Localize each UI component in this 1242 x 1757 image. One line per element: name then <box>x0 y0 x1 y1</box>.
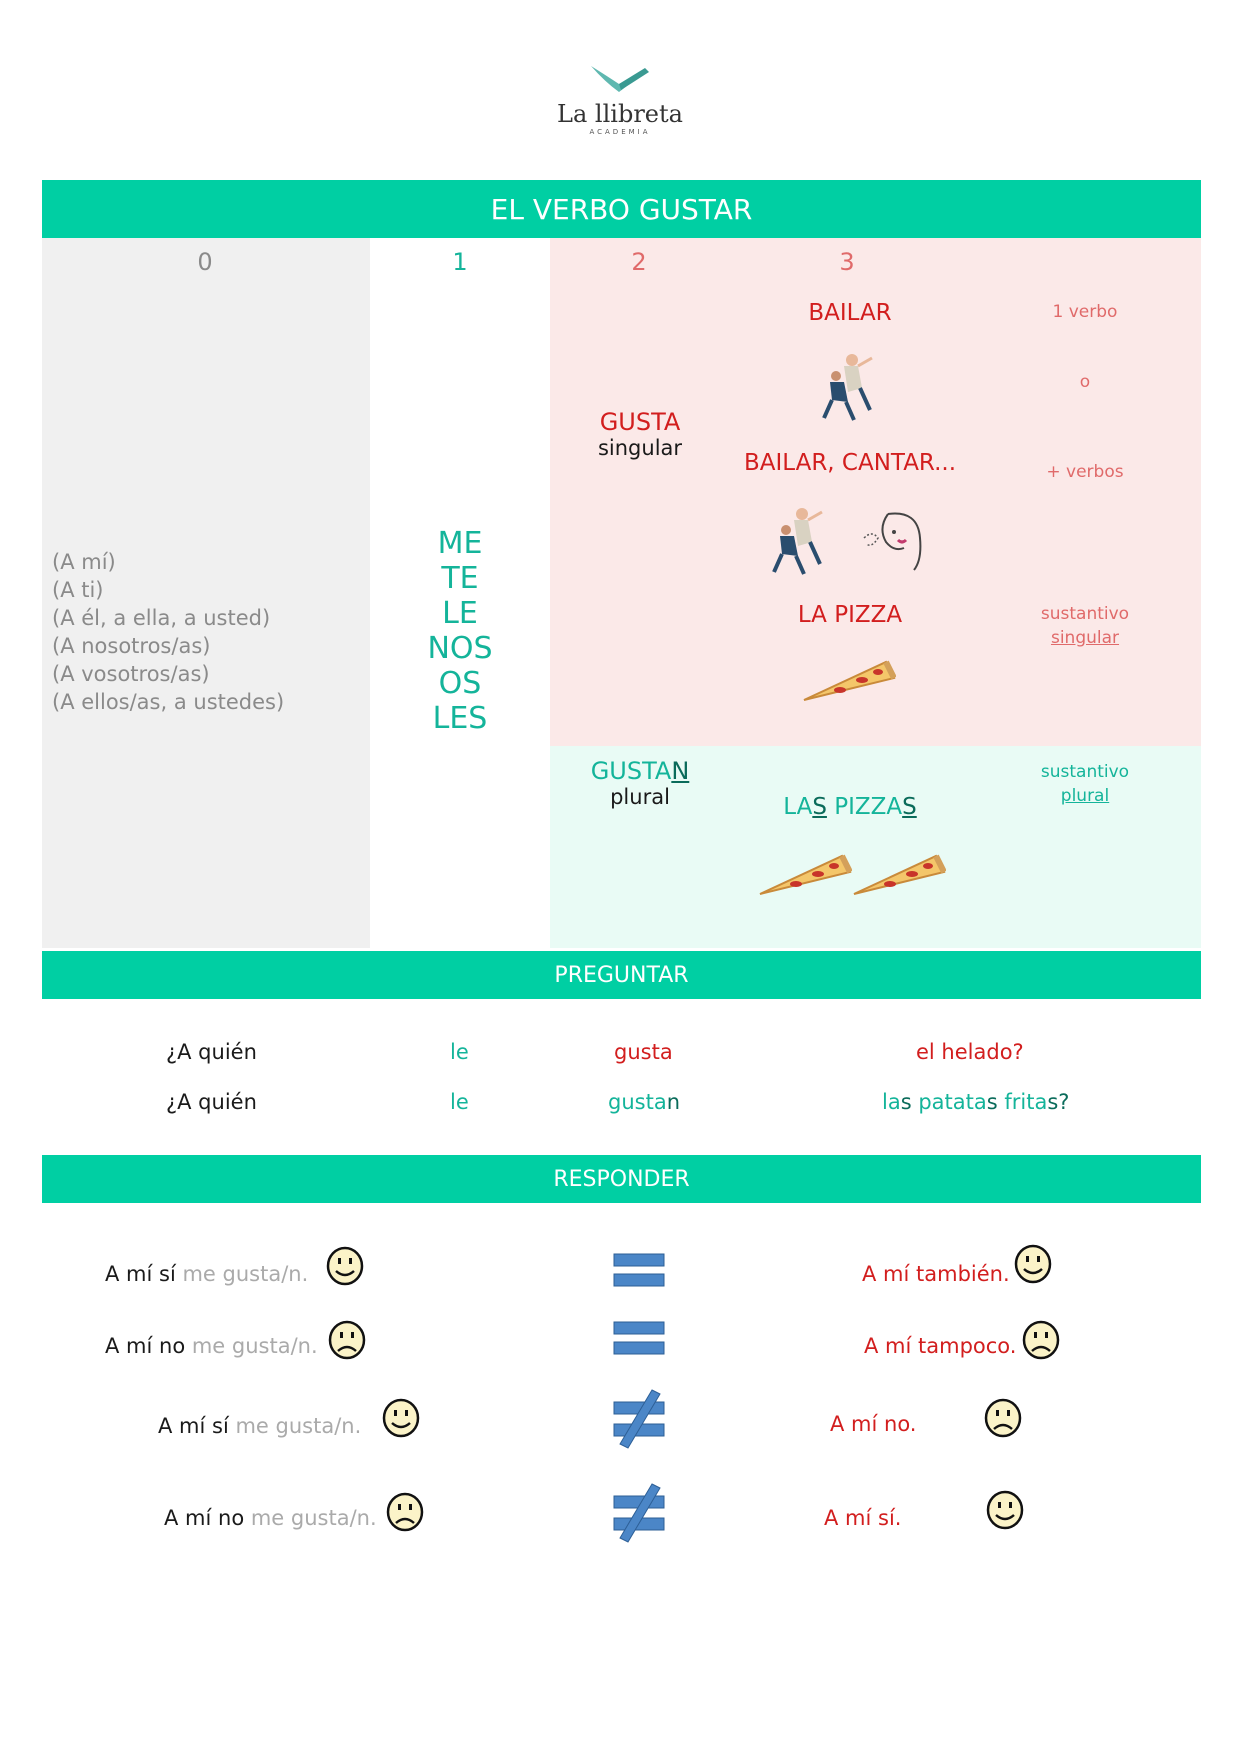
question-row <box>0 1090 1242 1124</box>
not-equal-icon <box>612 1388 668 1454</box>
answer-start: A mí sí <box>158 1414 229 1438</box>
answer-rest: me gusta/n. <box>244 1506 377 1530</box>
object-pronoun: NOS <box>427 631 493 666</box>
logo-sub: ACADEMIA <box>589 128 651 136</box>
object-pronoun-list <box>400 526 520 736</box>
note-one-verb: 1 verbo <box>1052 302 1118 322</box>
item-las-pizzas <box>740 794 960 820</box>
answer-reply: A mí también. <box>862 1262 1010 1286</box>
book-icon <box>585 62 655 98</box>
answer-statement <box>158 1414 361 1438</box>
pronoun-item: (A nosotros/as) <box>52 634 211 658</box>
answer-reply: A mí sí. <box>824 1506 902 1530</box>
answer-reply: A mí tampoco. <box>864 1334 1017 1358</box>
question-object <box>882 1090 1069 1114</box>
logo-name: La llibreta <box>557 100 683 128</box>
responder-title: RESPONDER <box>553 1166 690 1192</box>
dancers-image <box>818 352 874 426</box>
equals-icon <box>612 1318 666 1362</box>
pronoun-item: (A mí) <box>52 550 116 574</box>
note-sust-singular <box>1010 602 1160 650</box>
item-bailar: BAILAR <box>808 300 892 326</box>
question-who: ¿A quién <box>166 1040 257 1064</box>
question-pronoun: le <box>450 1090 469 1114</box>
gustan-ending: N <box>671 757 690 785</box>
answer-statement <box>105 1334 318 1358</box>
note-sust-singular-1: sustantivo <box>1040 604 1130 624</box>
answer-start: A mí sí <box>105 1262 176 1286</box>
obj-part: s <box>986 1090 998 1114</box>
happy-face-icon <box>382 1398 420 1438</box>
answer-rest: me gusta/n. <box>175 1262 309 1286</box>
singer-image <box>858 508 928 578</box>
question-verb <box>608 1090 680 1114</box>
question-pronoun: le <box>450 1040 469 1064</box>
note-more-verbs: + verbos <box>1046 462 1124 482</box>
answer-rest: me gusta/n. <box>185 1334 318 1358</box>
happy-face-icon <box>986 1490 1024 1530</box>
gustan-block <box>570 757 710 809</box>
title-band <box>42 180 1201 238</box>
preguntar-title: PREGUNTAR <box>554 962 689 988</box>
equals-icon <box>612 1250 666 1294</box>
pizza-slice-icon <box>850 850 946 904</box>
pronoun-item: (A ti) <box>52 578 104 602</box>
dancers-image-2 <box>768 506 824 580</box>
sad-face-icon <box>1022 1320 1060 1360</box>
gusta-block <box>570 408 710 460</box>
logo <box>540 62 700 142</box>
col-header-0: 0 <box>197 248 213 276</box>
question-who: ¿A quién <box>166 1090 257 1114</box>
note-o: o <box>1079 372 1091 392</box>
object-pronoun: LES <box>432 701 488 736</box>
page-title: EL VERBO GUSTAR <box>490 192 753 226</box>
answer-rest: me gusta/n. <box>228 1414 362 1438</box>
pronoun-item: (A ellos/as, a ustedes) <box>52 690 285 714</box>
sad-face-icon <box>984 1398 1022 1438</box>
col-header-2: 2 <box>631 248 647 276</box>
las-pizzas-p4: S <box>902 794 917 820</box>
answer-statement <box>164 1506 377 1530</box>
answer-statement <box>105 1262 308 1286</box>
happy-face-icon <box>1014 1244 1052 1284</box>
obj-part: frita <box>997 1090 1048 1114</box>
answer-start: A mí no <box>164 1506 245 1530</box>
gustan-verb <box>570 757 710 785</box>
object-pronoun: ME <box>437 526 483 561</box>
question-row <box>0 1040 1242 1074</box>
gusta-label: singular <box>597 436 683 460</box>
pizza-slice-icon <box>800 656 896 710</box>
note-sust-plural <box>1010 760 1160 808</box>
note-sust-singular-2: singular <box>1050 628 1120 648</box>
las-pizzas-p1: LA <box>783 794 813 820</box>
not-equal-icon <box>612 1482 668 1548</box>
happy-face-icon <box>326 1246 364 1286</box>
col-header-1: 1 <box>452 248 468 276</box>
object-pronoun: LE <box>442 596 478 631</box>
question-verb: gusta <box>614 1040 673 1064</box>
pronoun-list <box>52 548 284 716</box>
object-pronoun: OS <box>438 666 482 701</box>
note-sust-plural-2: plural <box>1060 786 1110 806</box>
obj-part: la <box>882 1090 901 1114</box>
item-la-pizza: LA PIZZA <box>797 602 903 628</box>
pronoun-item: (A él, a ella, a usted) <box>52 606 271 630</box>
pizza-slice-icon <box>756 850 852 904</box>
sad-face-icon <box>386 1492 424 1532</box>
gustan-base: GUSTA <box>590 757 672 785</box>
item-bailar-cantar: BAILAR, CANTAR... <box>743 450 957 476</box>
question-verb-ending: n <box>666 1090 680 1114</box>
sad-face-icon <box>328 1320 366 1360</box>
gustan-label: plural <box>610 785 670 809</box>
las-pizzas-p2: S <box>812 794 827 820</box>
gusta-verb: GUSTA <box>599 408 681 436</box>
obj-part: s? <box>1047 1090 1070 1114</box>
col-header-3: 3 <box>839 248 855 276</box>
answer-start: A mí no <box>105 1334 186 1358</box>
pronoun-item: (A vosotros/as) <box>52 662 210 686</box>
note-sust-plural-1: sustantivo <box>1040 762 1130 782</box>
responder-band <box>42 1155 1201 1203</box>
preguntar-band <box>42 951 1201 999</box>
object-pronoun: TE <box>441 561 479 596</box>
obj-part: s <box>900 1090 912 1114</box>
question-object: el helado? <box>916 1040 1024 1064</box>
question-verb-base: gusta <box>608 1090 667 1114</box>
las-pizzas-p3: PIZZA <box>826 794 903 820</box>
obj-part: patata <box>911 1090 987 1114</box>
answer-reply: A mí no. <box>830 1412 917 1436</box>
